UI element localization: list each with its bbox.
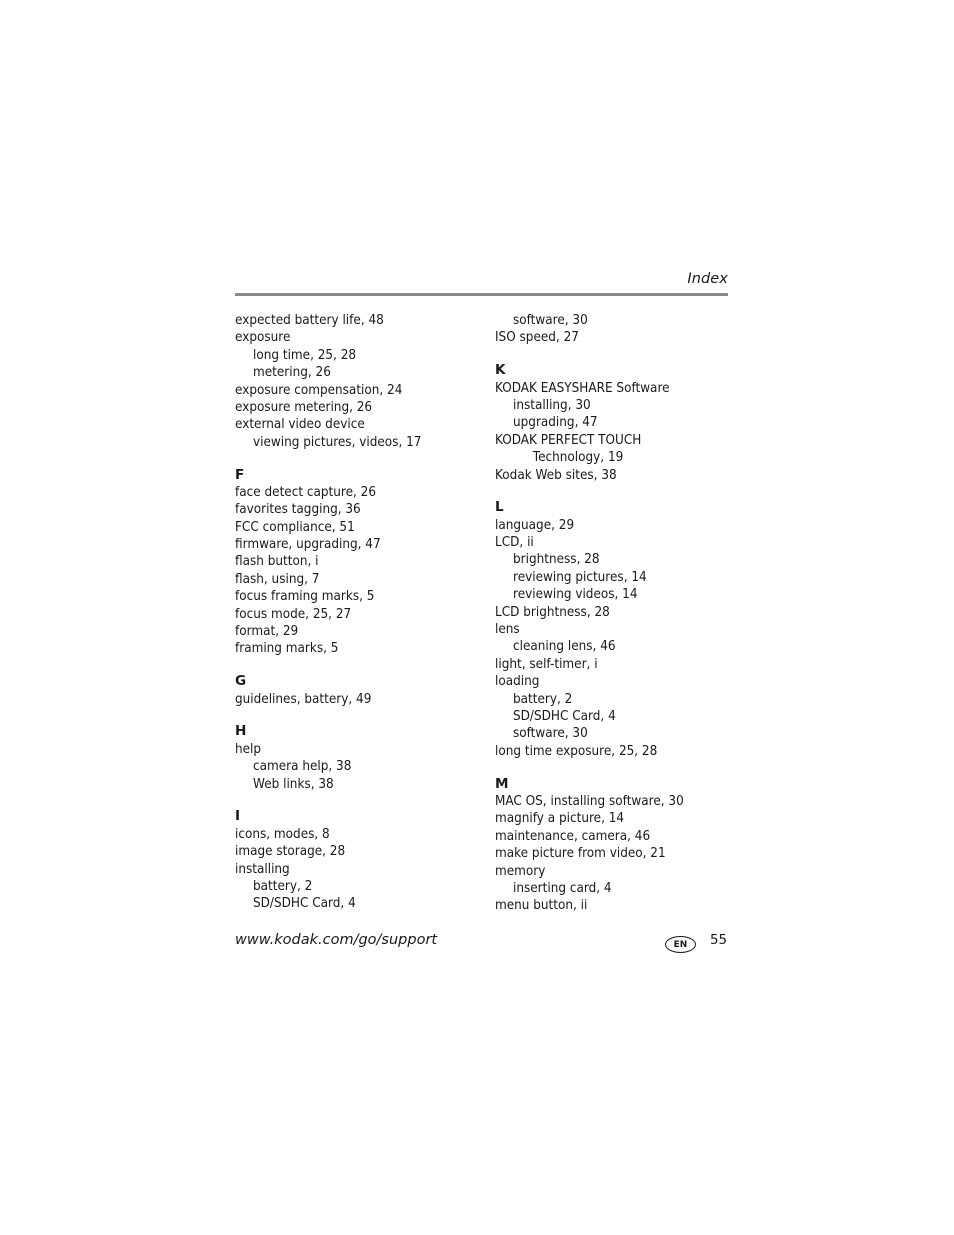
- index-subentry: Technology, 19: [532, 450, 624, 466]
- header-title: Index: [687, 271, 728, 287]
- index-entry: help: [235, 741, 262, 757]
- index-subentry: camera help, 38: [253, 759, 352, 775]
- index-entry: exposure compensation, 24: [235, 382, 403, 398]
- index-entry: LCD, ii: [495, 535, 534, 551]
- index-entry: light, self-timer, i: [495, 656, 598, 672]
- page-number: 55: [710, 933, 728, 948]
- index-subentry: metering, 26: [253, 365, 331, 381]
- index-entry: face detect capture, 26: [235, 484, 377, 500]
- index-entry: exposure: [235, 330, 291, 346]
- index-subentry: software, 30: [513, 726, 588, 742]
- index-entry: MAC OS, installing software, 30: [495, 793, 684, 809]
- index-entry: flash, using, 7: [235, 571, 320, 587]
- index-entry: image storage, 28: [235, 844, 346, 860]
- index-entry: maintenance, camera, 46: [495, 828, 651, 844]
- index-subentry: battery, 2: [513, 691, 573, 707]
- index-subentry: Web links, 38: [253, 776, 334, 792]
- index-subentry: SD/SDHC Card, 4: [253, 896, 356, 912]
- support-url-link[interactable]: www.kodak.com/go/support: [235, 932, 438, 948]
- index-subentry: reviewing videos, 14: [513, 587, 638, 603]
- index-letter-heading: K: [495, 362, 506, 379]
- index-letter-heading: L: [495, 499, 504, 516]
- index-letter-heading: M: [495, 775, 509, 792]
- index-entry: ISO speed, 27: [495, 330, 579, 346]
- index-subentry: battery, 2: [253, 878, 313, 894]
- index-entry: external video device: [235, 417, 365, 433]
- index-entry: lens: [495, 622, 520, 638]
- index-entry: make picture from video, 21: [495, 846, 666, 862]
- index-column-right: [495, 312, 735, 915]
- index-entry: firmware, upgrading, 47: [235, 537, 381, 553]
- index-entry: memory: [495, 863, 546, 879]
- index-subentry: brightness, 28: [513, 552, 600, 568]
- index-entry: LCD brightness, 28: [495, 604, 610, 620]
- index-entry: FCC compliance, 51: [235, 519, 355, 535]
- index-letter-heading: H: [235, 723, 247, 740]
- index-entry: KODAK PERFECT TOUCH: [495, 432, 642, 448]
- index-entry: menu button, ii: [495, 898, 588, 914]
- index-subentry: installing, 30: [513, 397, 591, 413]
- index-entry: KODAK EASYSHARE Software: [495, 380, 670, 396]
- index-entry: format, 29: [235, 624, 299, 640]
- index-entry: loading: [495, 674, 540, 690]
- index-subentry: upgrading, 47: [513, 415, 598, 431]
- index-entry: installing: [235, 861, 290, 877]
- index-entry: long time exposure, 25, 28: [495, 743, 658, 759]
- index-subentry: long time, 25, 28: [253, 347, 357, 363]
- index-entry: favorites tagging, 36: [235, 502, 361, 518]
- index-entry: focus framing marks, 5: [235, 589, 375, 605]
- index-entry: magnify a picture, 14: [495, 811, 625, 827]
- index-letter-heading: F: [235, 466, 245, 483]
- index-letter-heading: I: [235, 808, 241, 825]
- index-entry: exposure metering, 26: [235, 399, 373, 415]
- index-subentry: cleaning lens, 46: [513, 639, 616, 655]
- index-entry: language, 29: [495, 517, 575, 533]
- index-subentry: software, 30: [513, 313, 588, 328]
- header-rule: [235, 293, 728, 296]
- index-entry: icons, modes, 8: [235, 826, 330, 842]
- index-entry: Kodak Web sites, 38: [495, 467, 617, 483]
- language-badge-icon: EN: [665, 936, 696, 953]
- index-entry: focus mode, 25, 27: [235, 606, 352, 622]
- index-entry: flash button, i: [235, 554, 319, 570]
- index-entry: guidelines, battery, 49: [235, 691, 372, 707]
- index-entry: framing marks, 5: [235, 641, 339, 657]
- index-subentry: SD/SDHC Card, 4: [513, 708, 616, 724]
- index-subentry: viewing pictures, videos, 17: [253, 434, 422, 450]
- index-subentry: reviewing pictures, 14: [513, 569, 647, 585]
- index-column-left: [235, 312, 475, 913]
- index-entry: expected battery life, 48: [235, 313, 384, 328]
- index-subentry: inserting card, 4: [513, 880, 612, 896]
- index-letter-heading: G: [235, 673, 247, 690]
